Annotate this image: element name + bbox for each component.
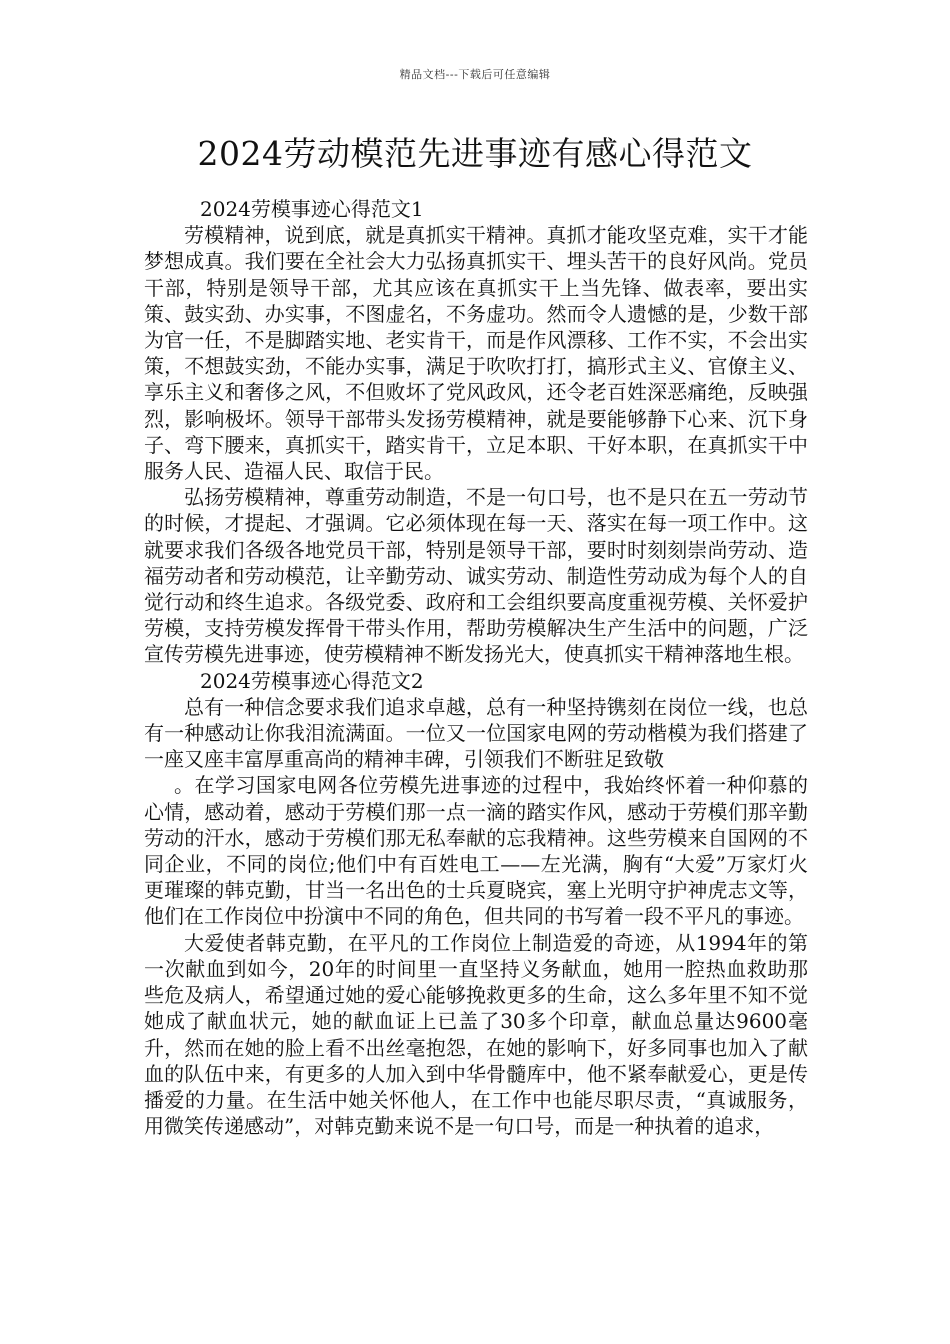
body-paragraph: 大爱使者韩克勤，在平凡的工作岗位上制造爱的奇迹，从1994年的第一次献血到如今，20年的时间里一直坚持义务献血，她用一腔热血救助那些危及病人，希望通过她的爱心能够挽救更多的生命，这么多年里不知不觉她成了献血状元，她的献血证上已盖了30多个印章，献血总量达9600毫升，然而在她的脸上看不出丝毫抱怨，在她的影响下，好多同事也加入了献血的队伍中来，有更多的人加入到中华骨髓库中，他不紧奉献爱心，更是传播爱的力量。在生活中她关怀他人，在工作中也能尽职尽责，“真诚服务，用微笑传递感动”，对韩克勤来说不是一句口号，而是一种执着的追求， — [144, 930, 808, 1139]
document-body — [144, 196, 808, 1139]
body-paragraph: 劳模精神，说到底，就是真抓实干精神。真抓才能攻坚克难，实干才能梦想成真。我们要在全社会大力弘扬真抓实干、埋头苦干的良好风尚。党员干部，特别是领导干部，尤其应该在真抓实干上当先锋、做表率，要出实策、鼓实劲、办实事，不图虚名，不务虚功。然而令人遗憾的是，少数干部为官一任，不是脚踏实地、老实肯干，而是作风漂移、工作不实，不会出实策，不想鼓实劲，不能办实事，满足于吹吹打打，搞形式主义、官僚主义、享乐主义和奢侈之风，不但败坏了党风政风，还令老百姓深恶痛绝，反映强烈，影响极坏。领导干部带头发扬劳模精神，就是要能够静下心来、沉下身子、弯下腰来，真抓实干，踏实肯干，立足本职、干好本职，在真抓实干中服务人民、造福人民、取信于民。 — [144, 223, 808, 484]
header-note: 精品文档---下载后可任意编辑 — [399, 68, 551, 81]
body-paragraph: 总有一种信念要求我们追求卓越，总有一种坚持镌刻在岗位一线，也总有一种感动让你我泪流满面。一位又一位国家电网的劳动楷模为我们搭建了一座又座丰富厚重高尚的精神丰碑，引领我们不断驻足致敬 — [144, 694, 808, 772]
body-paragraph: 弘扬劳模精神，尊重劳动制造，不是一句口号，也不是只在五一劳动节的时候，才提起、才强调。它必须体现在每一天、落实在每一项工作中。这就要求我们各级各地党员干部，特别是领导干部，要时时刻刻崇尚劳动、造福劳动者和劳动模范，让辛勤劳动、诚实劳动、制造性劳动成为每个人的自觉行动和终生追求。各级党委、政府和工会组织要高度重视劳模、关怀爱护劳模，支持劳模发挥骨干带头作用，帮助劳模解决生产生活中的问题，广泛宣传劳模先进事迹，使劳模精神不断发扬光大，使真抓实干精神落地生根。 — [144, 485, 808, 667]
section-heading-1: 2024劳模事迹心得范文1 — [200, 197, 424, 221]
section-heading-2: 2024劳模事迹心得范文2 — [200, 668, 424, 693]
body-paragraph-continuation: 。在学习国家电网各位劳模先进事迹的过程中，我始终怀着一种仰慕的心情，感动着，感动于劳模们那一点一滴的踏实作风，感动于劳模们那辛勤劳动的汗水，感动于劳模们那无私奉献的忘我精神。这些劳模来自国网的不同企业，不同的岗位;他们中有百姓电工——左光满，胸有“大爱”万家灯火更璀璨的韩克勤，甘当一名出色的士兵夏晓宾，塞上光明守护神虎志文等，他们在工作岗位中扮演中不同的角色，但共同的书写着一段不平凡的事迹。 — [144, 773, 808, 929]
document-title: 2024劳动模范先进事迹有感心得范文 — [197, 134, 753, 173]
